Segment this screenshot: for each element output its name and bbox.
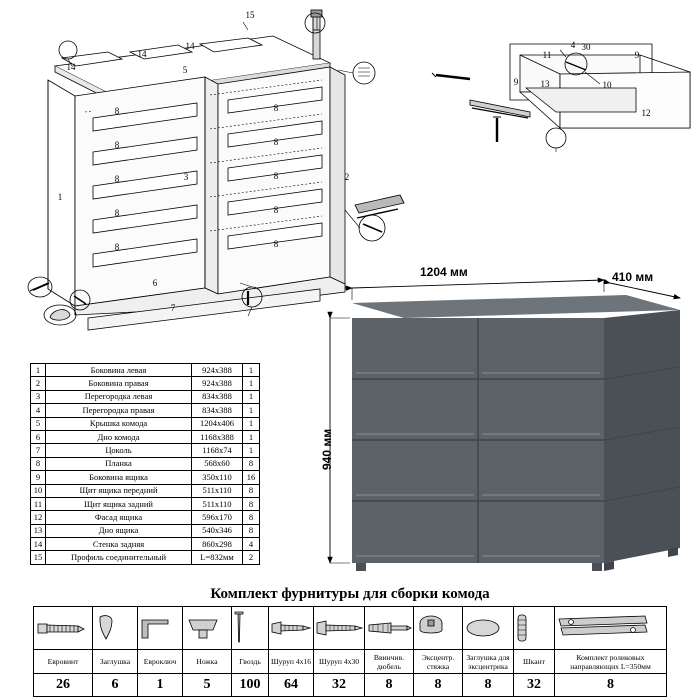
dowel-screw-icon: [365, 607, 414, 650]
dimension-depth: 410 мм: [612, 270, 654, 284]
fitting-label: Шуруп 4х30: [314, 650, 365, 674]
svg-text:10: 10: [602, 80, 612, 90]
part-dim: 1204х406: [192, 417, 243, 430]
table-row: [31, 390, 260, 403]
part-dim: 924х388: [192, 364, 243, 377]
nail-icon: [232, 607, 269, 650]
part-name: Крышка комода: [46, 417, 192, 430]
part-qty: 8: [243, 497, 260, 510]
part-number: 15: [31, 551, 46, 564]
part-dim: 834х388: [192, 390, 243, 403]
part-dim: 350х110: [192, 471, 243, 484]
svg-text:9: 9: [634, 50, 640, 60]
part-qty: 1: [243, 417, 260, 430]
table-row: [31, 524, 260, 537]
screw416-icon: [269, 607, 314, 650]
fitting-count: 8: [463, 674, 514, 697]
fitting-count: 8: [414, 674, 463, 697]
euroscrew-icon: [34, 607, 93, 650]
part-number: 7: [31, 444, 46, 457]
part-name: Планка: [46, 457, 192, 470]
part-qty: 8: [243, 524, 260, 537]
svg-text:8: 8: [273, 137, 279, 147]
part-dim: 511х110: [192, 497, 243, 510]
part-qty: 8: [243, 484, 260, 497]
part-name: Боковина правая: [46, 377, 192, 390]
svg-text:14: 14: [66, 62, 76, 72]
eurokey-icon: [138, 607, 183, 650]
svg-text:30: 30: [581, 42, 591, 52]
part-qty: 1: [243, 444, 260, 457]
part-number: 3: [31, 390, 46, 403]
table-row: [31, 471, 260, 484]
fitting-label: Евровинт: [34, 650, 93, 674]
svg-text:14: 14: [137, 49, 147, 59]
part-dim: 511х110: [192, 484, 243, 497]
svg-text:2: 2: [344, 172, 350, 182]
part-dim: 596х170: [192, 511, 243, 524]
svg-text:5: 5: [182, 65, 188, 75]
part-dim: L=832мм: [192, 551, 243, 564]
svg-text:14: 14: [185, 41, 195, 51]
part-number: 4: [31, 404, 46, 417]
cap-icon: [93, 607, 138, 650]
svg-text:11: 11: [542, 50, 552, 60]
fittings-title: Комплект фурнитуры для сборки комода: [210, 586, 490, 602]
table-row: [31, 404, 260, 417]
slide-icon: [555, 607, 667, 650]
fittings-counts-row: [34, 674, 667, 697]
part-dim: 834х388: [192, 404, 243, 417]
svg-text:8: 8: [114, 140, 120, 150]
dimension-height: 940 мм: [320, 428, 334, 470]
svg-text:8: 8: [273, 171, 279, 181]
parts-table: [30, 363, 260, 565]
part-number: 9: [31, 471, 46, 484]
fitting-label: Заглушка: [93, 650, 138, 674]
part-number: 5: [31, 417, 46, 430]
svg-text:8: 8: [273, 239, 279, 249]
table-row: [31, 444, 260, 457]
fitting-count: 5: [183, 674, 232, 697]
leg-icon: [183, 607, 232, 650]
cam-icon: [414, 607, 463, 650]
table-row: [31, 430, 260, 443]
part-name: Стенка задняя: [46, 538, 192, 551]
table-row: [31, 538, 260, 551]
table-row: [31, 364, 260, 377]
part-qty: 8: [243, 457, 260, 470]
parts-table-body: [31, 364, 260, 565]
fitting-count: 8: [365, 674, 414, 697]
svg-text:3: 3: [183, 172, 189, 182]
fitting-label: Шкант: [514, 650, 555, 674]
part-number: 10: [31, 484, 46, 497]
svg-text:13: 13: [540, 79, 550, 89]
fitting-count: 26: [34, 674, 93, 697]
dimension-width: 1204 мм: [420, 265, 468, 279]
table-row: [31, 377, 260, 390]
fitting-count: 6: [93, 674, 138, 697]
svg-text:8: 8: [114, 208, 120, 218]
fitting-label: Эксцентр. стяжка: [414, 650, 463, 674]
part-name: Боковина левая: [46, 364, 192, 377]
svg-text:8: 8: [273, 205, 279, 215]
svg-text:12: 12: [641, 108, 651, 118]
part-name: Профиль соединительный: [46, 551, 192, 564]
svg-text:15: 15: [245, 10, 255, 20]
fitting-label: Комплект роликовых направляющих L=350мм: [555, 650, 667, 674]
svg-text:1: 1: [57, 192, 63, 202]
fitting-label: Шуруп 4х16: [269, 650, 314, 674]
part-name: Цоколь: [46, 444, 192, 457]
part-name: Щит ящика передний: [46, 484, 192, 497]
part-qty: 16: [243, 471, 260, 484]
fitting-count: 100: [232, 674, 269, 697]
fittings-labels-row: [34, 650, 667, 674]
part-qty: 8: [243, 511, 260, 524]
part-dim: 568х60: [192, 457, 243, 470]
screw430-icon: [314, 607, 365, 650]
part-qty: 1: [243, 404, 260, 417]
part-name: Фасад ящика: [46, 511, 192, 524]
table-row: [31, 551, 260, 564]
part-name: Щит ящика задний: [46, 497, 192, 510]
svg-text:4: 4: [570, 40, 576, 50]
table-row: [31, 484, 260, 497]
part-name: Дно ящика: [46, 524, 192, 537]
part-qty: 1: [243, 377, 260, 390]
fitting-count: 32: [514, 674, 555, 697]
part-number: 11: [31, 497, 46, 510]
table-row: [31, 457, 260, 470]
table-row: [31, 511, 260, 524]
dowel-icon: [514, 607, 555, 650]
part-qty: 1: [243, 430, 260, 443]
table-row: [31, 417, 260, 430]
part-number: 13: [31, 524, 46, 537]
fitting-label: Гвоздь: [232, 650, 269, 674]
fitting-count: 32: [314, 674, 365, 697]
part-dim: 860х298: [192, 538, 243, 551]
svg-text:8: 8: [273, 103, 279, 113]
svg-text:7: 7: [170, 303, 176, 313]
part-number: 6: [31, 430, 46, 443]
fittings-icons-row: [34, 607, 667, 650]
fitting-count: 64: [269, 674, 314, 697]
svg-text:8: 8: [114, 242, 120, 252]
svg-text:8: 8: [114, 106, 120, 116]
fitting-label: Заглушка для эксцентрика: [463, 650, 514, 674]
part-qty: 2: [243, 551, 260, 564]
fitting-count: 1: [138, 674, 183, 697]
part-number: 1: [31, 364, 46, 377]
fitting-label: Евроключ: [138, 650, 183, 674]
cam-cap-icon: [463, 607, 514, 650]
fitting-label: Ножка: [183, 650, 232, 674]
part-name: Перегородка правая: [46, 404, 192, 417]
part-number: 14: [31, 538, 46, 551]
part-dim: 540х346: [192, 524, 243, 537]
svg-text:6: 6: [152, 278, 158, 288]
part-number: 8: [31, 457, 46, 470]
svg-text:9: 9: [513, 77, 519, 87]
part-name: Перегородка левая: [46, 390, 192, 403]
part-dim: 1168х388: [192, 430, 243, 443]
part-name: Боковина ящика: [46, 471, 192, 484]
svg-text:8: 8: [114, 174, 120, 184]
fittings-table: [33, 606, 667, 697]
table-row: [31, 497, 260, 510]
part-dim: 1168х74: [192, 444, 243, 457]
part-number: 2: [31, 377, 46, 390]
fitting-count: 8: [555, 674, 667, 697]
fitting-label: Ввинчив. дюбель: [365, 650, 414, 674]
part-dim: 924х388: [192, 377, 243, 390]
part-qty: 1: [243, 390, 260, 403]
part-qty: 4: [243, 538, 260, 551]
part-qty: 1: [243, 364, 260, 377]
part-number: 12: [31, 511, 46, 524]
part-name: Дно комода: [46, 430, 192, 443]
